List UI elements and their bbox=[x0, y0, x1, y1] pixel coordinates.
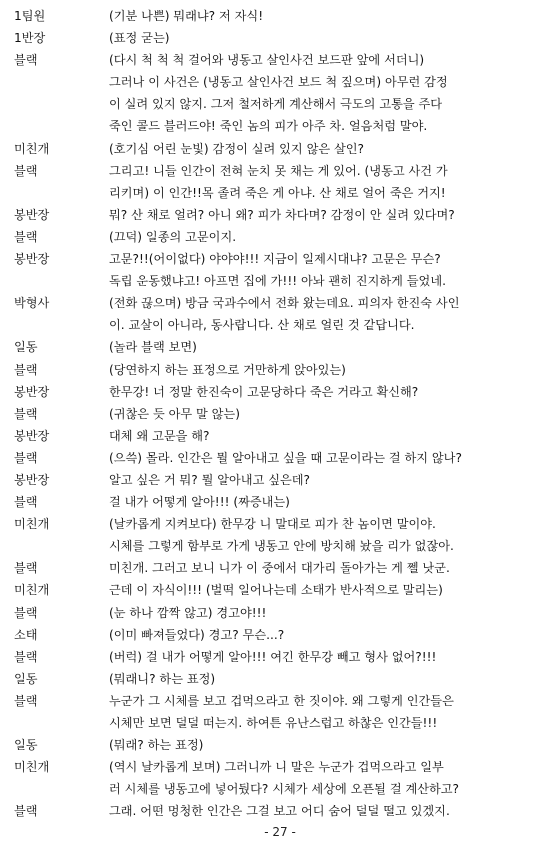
script-line bbox=[0, 668, 560, 690]
script-line bbox=[0, 756, 560, 778]
script-line bbox=[0, 734, 560, 756]
speaker-name: 블랙 bbox=[14, 804, 38, 819]
speaker-name: 박형사 bbox=[14, 296, 50, 311]
speaker-name: 블랙 bbox=[14, 450, 38, 465]
script-line bbox=[0, 248, 560, 270]
speaker-name: 일동 bbox=[14, 340, 38, 355]
speaker-name: 블랙 bbox=[14, 406, 38, 421]
speaker-name: 블랙 bbox=[14, 163, 38, 178]
script-line bbox=[0, 579, 560, 601]
script-line bbox=[0, 359, 560, 381]
speaker-name: 소태 bbox=[14, 627, 38, 642]
dialogue-text: 독립 운동했냐고! 아프면 집에 가!!! 아놔 괜히 진지하게 들었네. bbox=[109, 274, 446, 289]
dialogue-text: 걸 내가 어떻게 알아!!! (짜증내는) bbox=[109, 495, 290, 510]
script-line bbox=[0, 535, 560, 557]
dialogue-text: 대체 왜 고문을 해? bbox=[109, 428, 210, 443]
speaker-name: 봉반장 bbox=[14, 428, 50, 443]
speaker-name: 봉반장 bbox=[14, 384, 50, 399]
script-line bbox=[0, 27, 560, 49]
dialogue-text: 죽인 콜드 블러드야! 죽인 놈의 피가 아주 차. 얼음처럼 말야. bbox=[109, 119, 428, 134]
dialogue-text: 시체를 그렇게 함부로 가게 냉동고 안에 방치해 놨을 리가 없잖아. bbox=[109, 539, 454, 554]
script-line bbox=[0, 71, 560, 93]
script-line bbox=[0, 491, 560, 513]
dialogue-text: 미친개. 그러고 보니 니가 이 중에서 대가리 돌아가는 게 쩰 낫군. bbox=[109, 561, 450, 576]
script-line bbox=[0, 5, 560, 27]
script-line bbox=[0, 336, 560, 358]
dialogue-text: 그러나 이 사건은 (냉동고 살인사건 보드 척 짚으며) 아무런 감정 bbox=[109, 75, 448, 90]
speaker-name: 블랙 bbox=[14, 693, 38, 708]
script-line bbox=[0, 160, 560, 182]
speaker-name: 일동 bbox=[14, 671, 38, 686]
script-line bbox=[0, 403, 560, 425]
dialogue-text: 러 시체를 냉동고에 넣어뒀다? 시체가 세상에 오픈될 걸 계산하고? bbox=[109, 782, 460, 797]
script-body bbox=[0, 5, 560, 822]
script-line bbox=[0, 447, 560, 469]
dialogue-text: 고문?!!(어이없다) 야야야!!! 지금이 일제시대냐? 고문은 무슨? bbox=[109, 252, 441, 267]
script-line bbox=[0, 115, 560, 137]
dialogue-text: (표정 굳는) bbox=[109, 31, 170, 46]
script-line bbox=[0, 314, 560, 336]
script-line bbox=[0, 602, 560, 624]
speaker-name: 미친개 bbox=[14, 583, 50, 598]
speaker-name: 블랙 bbox=[14, 649, 38, 664]
dialogue-text: (으쓱) 몰라. 인간은 뭘 알아내고 싶을 때 고문이라는 걸 하지 않나? bbox=[109, 450, 462, 465]
dialogue-text: (뭐래니? 하는 표정) bbox=[109, 671, 216, 686]
speaker-name: 블랙 bbox=[14, 605, 38, 620]
script-line bbox=[0, 513, 560, 535]
dialogue-text: 그리고! 니들 인간이 전혀 눈치 못 채는 게 있어. (냉동고 사건 가 bbox=[109, 163, 448, 178]
dialogue-text: (눈 하나 깜짝 않고) 경고야!!! bbox=[109, 605, 267, 620]
dialogue-text: 리키며) 이 인간!!목 졸려 죽은 게 아냐. 산 채로 얼어 죽은 거지! bbox=[109, 185, 446, 200]
dialogue-text: (당연하지 하는 표정으로 거만하게 앉아있는) bbox=[109, 362, 346, 377]
dialogue-text: 한무강! 너 정말 한진숙이 고문당하다 죽은 거라고 확신해? bbox=[109, 384, 419, 399]
speaker-name: 블랙 bbox=[14, 495, 38, 510]
speaker-name: 블랙 bbox=[14, 362, 38, 377]
dialogue-text: (기분 나쁜) 뭐래냐? 저 자식! bbox=[109, 9, 264, 23]
dialogue-text: (끄덕) 일종의 고문이지. bbox=[109, 229, 237, 244]
dialogue-text: 알고 싶은 거 뭐? 뭘 알아내고 싶은데? bbox=[109, 472, 311, 487]
script-line bbox=[0, 204, 560, 226]
script-line bbox=[0, 557, 560, 579]
speaker-name: 미친개 bbox=[14, 760, 50, 775]
script-line bbox=[0, 226, 560, 248]
script-line bbox=[0, 469, 560, 491]
script-line bbox=[0, 270, 560, 292]
script-line bbox=[0, 182, 560, 204]
script-line bbox=[0, 778, 560, 800]
script-line bbox=[0, 425, 560, 447]
speaker-name: 블랙 bbox=[14, 53, 38, 68]
dialogue-text: (뭐래? 하는 표정) bbox=[109, 738, 204, 753]
page-number: - 27 - bbox=[264, 825, 296, 839]
dialogue-text: 근데 이 자식이!!! (벌떡 일어나는데 소태가 반사적으로 말리는) bbox=[109, 583, 443, 598]
dialogue-text: 뭐? 산 채로 얼려? 아니 왜? 피가 차다며? 감정이 안 실려 있다며? bbox=[109, 207, 455, 222]
script-line bbox=[0, 690, 560, 712]
dialogue-text: (호기심 어린 눈빛) 감정이 실려 있지 않은 살인? bbox=[109, 141, 365, 156]
script-line bbox=[0, 381, 560, 403]
script-line bbox=[0, 624, 560, 646]
script-line bbox=[0, 800, 560, 822]
dialogue-text: (놀라 블랙 보면) bbox=[109, 340, 197, 355]
speaker-name: 일동 bbox=[14, 738, 38, 753]
script-line bbox=[0, 292, 560, 314]
dialogue-text: 누군가 그 시체를 보고 겁먹으라고 한 짓이야. 왜 그렇게 인간들은 bbox=[109, 693, 454, 708]
script-line bbox=[0, 138, 560, 160]
dialogue-text: 이. 교살이 아니라, 동사랍니다. 산 채로 얼린 것 같답니다. bbox=[109, 318, 415, 333]
speaker-name: 블랙 bbox=[14, 229, 38, 244]
dialogue-text: (날카롭게 지켜보다) 한무강 니 말대로 피가 찬 놈이면 말이야. bbox=[109, 517, 436, 532]
script-line bbox=[0, 49, 560, 71]
script-line bbox=[0, 712, 560, 734]
dialogue-text: (귀찮은 듯 아무 말 않는) bbox=[109, 406, 240, 421]
speaker-name: 블랙 bbox=[14, 561, 38, 576]
dialogue-text: (다시 척 척 척 걸어와 냉동고 살인사건 보드판 앞에 서더니) bbox=[109, 53, 425, 68]
speaker-name: 봉반장 bbox=[14, 207, 50, 222]
speaker-name: 봉반장 bbox=[14, 252, 50, 267]
dialogue-text: (전화 끊으며) 방금 국과수에서 전화 왔는데요. 피의자 한진숙 사인 bbox=[109, 296, 460, 311]
script-line bbox=[0, 646, 560, 668]
dialogue-text: 그래. 어떤 멍청한 인간은 그걸 보고 어디 숨어 덜덜 떨고 있겠지. bbox=[109, 804, 450, 819]
speaker-name: 미친개 bbox=[14, 141, 50, 156]
dialogue-text: 이 실려 있지 않지. 그저 철저하게 계산해서 극도의 고통을 주다 bbox=[109, 97, 443, 112]
speaker-name: 1팀원 bbox=[14, 9, 46, 23]
script-line bbox=[0, 93, 560, 115]
speaker-name: 봉반장 bbox=[14, 472, 50, 487]
dialogue-text: (역시 날카롭게 보며) 그러니까 니 말은 누군가 겁먹으라고 일부 bbox=[109, 760, 444, 775]
dialogue-text: 시체만 보면 덜덜 떠는지. 하여튼 유난스럽고 하찮은 인간들!!! bbox=[109, 716, 438, 730]
dialogue-text: (버럭) 걸 내가 어떻게 알아!!! 여긴 한무강 빼고 형사 없어?!!! bbox=[109, 649, 437, 664]
speaker-name: 미친개 bbox=[14, 517, 50, 532]
speaker-name: 1반장 bbox=[14, 31, 46, 46]
dialogue-text: (이미 빠져들었다) 경고? 무슨...? bbox=[109, 627, 285, 642]
